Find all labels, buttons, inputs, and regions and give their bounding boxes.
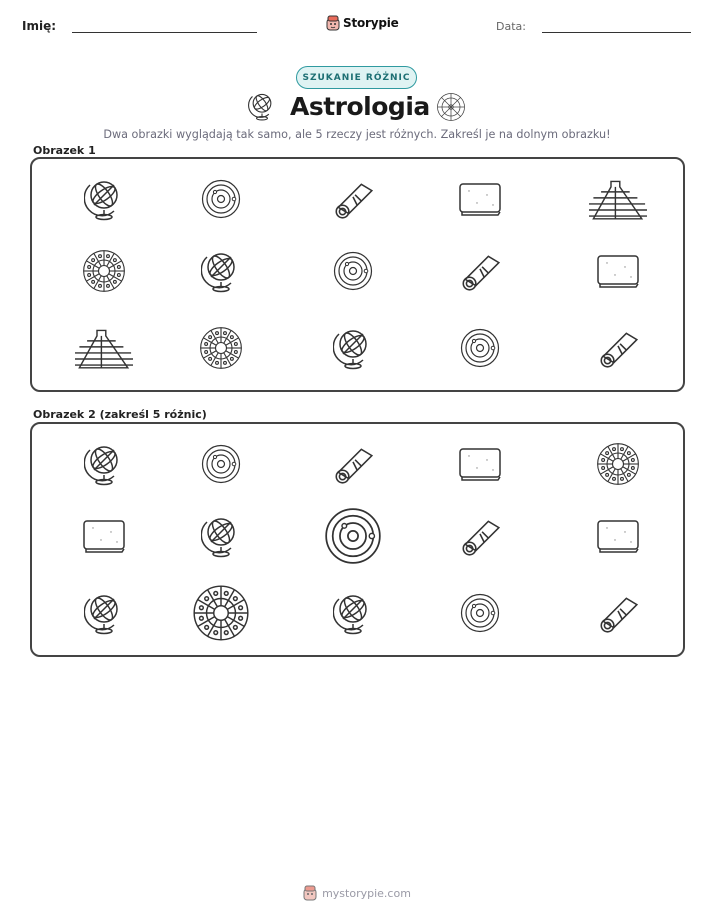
- picture-2-stone-tablet-icon[interactable]: [595, 518, 641, 558]
- picture-2-armillary-globe-icon[interactable]: [201, 514, 241, 562]
- picture-1-pyramid-icon: [589, 177, 646, 225]
- picture-2-planet-orbits-icon[interactable]: [460, 593, 500, 637]
- picture-2-scroll-icon[interactable]: [457, 513, 503, 563]
- picture-2-armillary-globe-icon[interactable]: [84, 442, 124, 490]
- picture-1-planet-orbits-icon: [333, 251, 373, 295]
- picture-1-planet-orbits-icon: [201, 179, 241, 223]
- picture-1-scroll-icon: [595, 325, 641, 375]
- footer: [0, 885, 714, 901]
- storypie-logo: [326, 13, 399, 33]
- page-title: Astrologia: [290, 92, 430, 121]
- mascot-icon: [303, 885, 317, 901]
- armillary-globe-icon: [248, 91, 276, 125]
- date-label: Data:: [496, 20, 526, 33]
- picture-2-stone-tablet-icon[interactable]: [457, 446, 503, 486]
- picture-1-stone-tablet-icon: [595, 253, 641, 293]
- date-line[interactable]: [542, 32, 691, 33]
- picture-1-armillary-globe-icon: [84, 177, 124, 225]
- picture-1-zodiac-wheel-icon: [82, 249, 126, 297]
- activity-badge: SZUKANIE RÓŻNIC: [296, 66, 417, 89]
- picture-1-zodiac-wheel-icon: [199, 326, 243, 374]
- name-label: Imię:: [22, 19, 57, 33]
- picture-2-zodiac-wheel-large-icon[interactable]: [192, 584, 250, 646]
- instructions: Dwa obrazki wyglądają tak samo, ale 5 rzeczy jest różnych. Zakreśl je na dolnym obrazku!: [103, 128, 611, 141]
- picture-1-label: Obrazek 1: [33, 144, 96, 157]
- footer-url: mystorypie.com: [322, 886, 411, 900]
- picture-2-armillary-globe-icon[interactable]: [333, 591, 373, 639]
- zodiac-wheel-icon: [436, 92, 466, 126]
- picture-2-label: Obrazek 2 (zakreśl 5 różnic): [33, 408, 207, 421]
- picture-1-armillary-globe-icon: [201, 249, 241, 297]
- picture-1-scroll-icon: [330, 176, 376, 226]
- picture-2-armillary-globe-icon[interactable]: [84, 591, 124, 639]
- picture-2-stone-tablet-icon[interactable]: [81, 518, 127, 558]
- picture-2-scroll-icon[interactable]: [595, 590, 641, 640]
- name-line[interactable]: [72, 32, 257, 33]
- picture-2-planet-orbits-icon[interactable]: [201, 444, 241, 488]
- mascot-icon: [326, 15, 340, 31]
- picture-1-stone-tablet-icon: [457, 181, 503, 221]
- picture-1-pyramid-icon: [75, 326, 132, 374]
- picture-1-armillary-globe-icon: [333, 326, 373, 374]
- picture-2-scroll-icon[interactable]: [330, 441, 376, 491]
- picture-1-planet-orbits-icon: [460, 328, 500, 372]
- picture-2-planet-orbits-large-icon[interactable]: [324, 507, 382, 569]
- picture-1-scroll-icon: [457, 248, 503, 298]
- picture-2-zodiac-wheel-icon[interactable]: [596, 442, 640, 490]
- brand-name: Storypie: [343, 16, 399, 30]
